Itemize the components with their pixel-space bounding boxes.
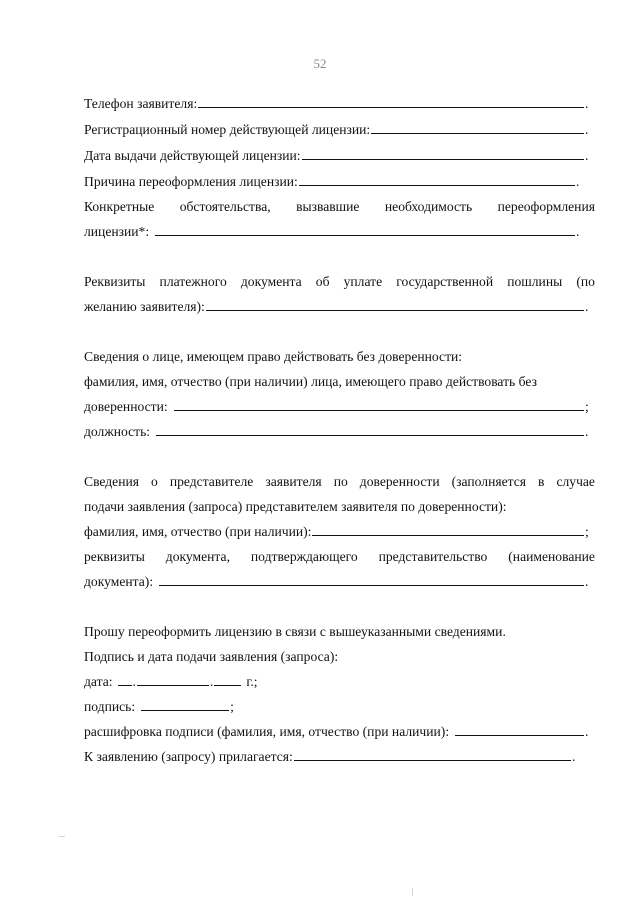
request-text: Прошу переоформить лицензию в связи с вышеуказанными сведениями. [84, 624, 506, 639]
signature-heading: Подпись и дата подачи заявления (запроса): [84, 649, 339, 664]
signature-row [84, 697, 240, 717]
word: пошлины [507, 274, 563, 289]
word: государственной [396, 274, 494, 289]
period: . [576, 224, 580, 239]
phone-row [84, 94, 595, 114]
representative-doc-label: документа): [84, 574, 154, 589]
word: по [333, 474, 348, 489]
no-poa-fio-field[interactable] [174, 397, 584, 411]
word: платежного [159, 274, 227, 289]
word: заявителя [265, 474, 322, 489]
representative-line1 [84, 472, 595, 492]
word: переоформления [497, 199, 595, 214]
period: . [585, 574, 589, 589]
payment-label: желанию заявителя): [84, 299, 205, 314]
period: . [585, 96, 589, 111]
reg-number-row [84, 120, 595, 140]
phone-label: Телефон заявителя: [84, 96, 198, 111]
word: случае [556, 474, 595, 489]
representative-doc-line1 [84, 547, 595, 567]
semicolon: ; [230, 699, 234, 714]
no-poa-fio-row [84, 397, 595, 417]
signature-label: подпись: [84, 699, 136, 714]
reason-field[interactable] [299, 172, 575, 186]
word: Реквизиты [84, 274, 146, 289]
word: обстоятельства, [179, 199, 271, 214]
issue-date-row [84, 146, 595, 166]
word: вызвавшие [296, 199, 360, 214]
date-month-field[interactable] [137, 672, 209, 686]
word: уплате [343, 274, 383, 289]
scan-mark [59, 836, 65, 837]
reg-number-field[interactable] [371, 120, 584, 134]
circumstances-row [84, 222, 586, 242]
representative-doc-field[interactable] [159, 572, 584, 586]
circumstances-line1 [84, 197, 595, 217]
word: представителе [169, 474, 254, 489]
word: представительство [378, 549, 488, 564]
scan-mark [412, 888, 413, 896]
position-label: должность: [84, 424, 151, 439]
phone-field[interactable] [198, 94, 584, 108]
representative-fio-label: фамилия, имя, отчество (при наличии): [84, 524, 312, 539]
decoding-field[interactable] [455, 722, 584, 736]
word: Сведения [84, 474, 140, 489]
period: . [585, 122, 589, 137]
representative-fio-row [84, 522, 595, 542]
word: реквизиты [84, 549, 145, 564]
payment-field[interactable] [206, 297, 584, 311]
reason-row [84, 172, 586, 192]
period: . [585, 299, 589, 314]
period: . [572, 749, 576, 764]
no-poa-heading: Сведения о лице, имеющем право действовать без доверенности: [84, 349, 463, 364]
period: . [585, 148, 589, 163]
representative-line2: подачи заявления (запроса) представителем заявителя по доверенности): [84, 499, 507, 514]
attached-field[interactable] [294, 747, 571, 761]
word: документа [240, 274, 302, 289]
attached-label: К заявлению (запросу) прилагается: [84, 749, 293, 764]
word: доверенности [359, 474, 440, 489]
date-label: дата: [84, 674, 113, 689]
payment-row [84, 297, 595, 317]
word: (наименование [508, 549, 595, 564]
period: . [585, 724, 589, 739]
period: . [585, 424, 589, 439]
payment-line1 [84, 272, 595, 292]
position-field[interactable] [156, 422, 584, 436]
decoding-row [84, 722, 595, 742]
issue-date-field[interactable] [302, 146, 584, 160]
date-year-field[interactable] [214, 672, 241, 686]
position-row [84, 422, 595, 442]
date-row [84, 672, 258, 692]
date-dot: . [209, 674, 214, 689]
word: документа, [165, 549, 230, 564]
reg-number-label: Регистрационный номер действующей лицензии: [84, 122, 371, 137]
circumstances-label: лицензии*: [84, 224, 150, 239]
semicolon: ; [585, 399, 589, 414]
circumstances-field[interactable] [155, 222, 575, 236]
signature-field[interactable] [141, 697, 229, 711]
date-year-suffix: г.; [246, 674, 258, 689]
attached-row [84, 747, 582, 767]
word: об [315, 274, 330, 289]
period: . [576, 174, 580, 189]
date-dot: . [132, 674, 136, 689]
word: о [151, 474, 158, 489]
no-poa-fio-line1: фамилия, имя, отчество (при наличии) лица, имеющего право действовать без [84, 374, 537, 389]
representative-fio-field[interactable] [312, 522, 584, 536]
no-poa-fio-label: доверенности: [84, 399, 168, 414]
word: (заполняется [451, 474, 527, 489]
decoding-label: расшифровка подписи (фамилия, имя, отчество (при наличии): [84, 724, 450, 739]
word: в [538, 474, 545, 489]
word: подтверждающего [250, 549, 358, 564]
word: (по [576, 274, 595, 289]
word: Конкретные [84, 199, 155, 214]
word: необходимость [384, 199, 473, 214]
representative-doc-row [84, 572, 595, 592]
semicolon: ; [585, 524, 589, 539]
issue-date-label: Дата выдачи действующей лицензии: [84, 148, 301, 163]
page-number: 52 [313, 56, 327, 71]
date-day-field[interactable] [118, 672, 132, 686]
reason-label: Причина переоформления лицензии: [84, 174, 298, 189]
